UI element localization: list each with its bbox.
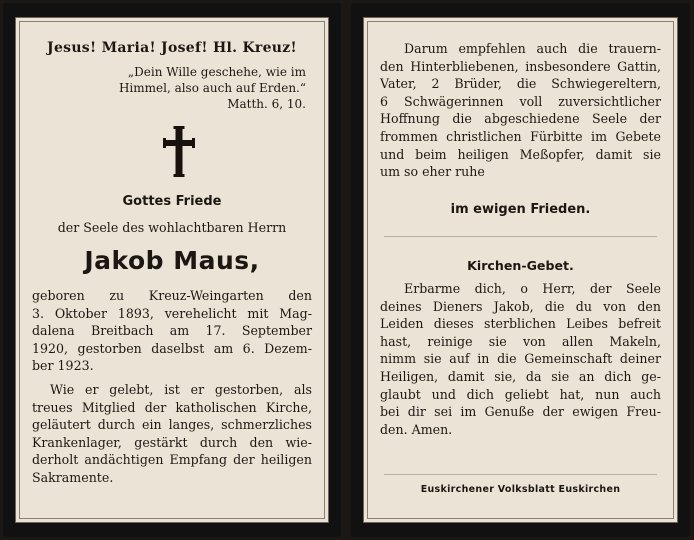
- recommend-line: und beim heiligen Meßopfer, damit sie: [380, 146, 661, 162]
- recommendation-paragraph: [380, 40, 661, 181]
- prayer-line: glaubt und dich geliebt hat, nun auch: [380, 386, 661, 402]
- recommend-line: den Hinterbliebenen, insbesondere Gattin,: [380, 58, 661, 74]
- life-line: Krankenlager, gestärkt durch den wie-: [32, 434, 312, 450]
- invocation-heading: Jesus! Maria! Josef! Hl. Kreuz!: [47, 40, 297, 56]
- biography: [32, 287, 312, 375]
- prayer-line: Leiden dieses sterblichen Leibes befreit: [380, 316, 661, 332]
- quote-line: Himmel, also auch auf Erden.“: [118, 81, 306, 95]
- cross-icon: [163, 126, 195, 178]
- right-paper: [363, 17, 678, 523]
- bio-line: 1920, gestorben daselbst am 6. Dezem-: [32, 340, 312, 356]
- deceased-name: Jakob Maus,: [84, 246, 260, 275]
- prayer-paragraph: [380, 280, 661, 438]
- recommend-line: Hoffnung die abgeschiedene Seele der: [380, 111, 661, 127]
- recommend-line: Vater, 2 Brüder, die Schwiegereltern,: [380, 76, 661, 92]
- bio-line: geboren zu Kreuz-Weingarten den: [32, 288, 312, 303]
- prayer-title: Kirchen-Gebet.: [467, 258, 574, 273]
- rest-line: im ewigen Frieden.: [450, 202, 591, 217]
- quote-line: „Dein Wille geschehe, wie im: [127, 65, 306, 79]
- life-line: Sakramente.: [32, 469, 114, 485]
- right-card: [351, 3, 690, 537]
- life-line: treues Mitglied der katholischen Kirche,: [32, 399, 312, 415]
- printer-line: Euskirchener Volksblatt Euskirchen: [420, 484, 621, 495]
- peace-line: Gottes Friede: [122, 194, 222, 209]
- life-line: derholt andächtigen Empfang der heiligen: [32, 452, 312, 468]
- soul-line: der Seele des wohlachtbaren Herrn: [57, 220, 287, 235]
- quote-reference: Matth. 6, 10.: [227, 97, 306, 111]
- left-card: [3, 3, 341, 537]
- divider: [384, 236, 657, 237]
- prayer-line: deines Dieners Jakob, die du von den: [380, 298, 661, 314]
- recommend-line: Darum empfehlen auch die trauern-: [404, 41, 661, 56]
- prayer-line: Heiligen, damit sie, da sie an dich ge-: [380, 368, 661, 384]
- prayer-line: Erbarme dich, o Herr, der Seele: [404, 281, 661, 296]
- prayer-line: hast, reinige sie von allen Makeln,: [380, 333, 661, 349]
- bio-line: ber 1923.: [32, 358, 94, 374]
- life-line: Wie er gelebt, ist er gestorben, als: [50, 382, 312, 397]
- divider: [384, 474, 657, 475]
- scripture-quote: [119, 64, 306, 112]
- recommend-line: frommen christlichen Fürbitte im Gebete: [380, 128, 661, 144]
- prayer-line: den. Amen.: [380, 421, 453, 437]
- bio-line: dalena Breitbach am 17. September: [32, 323, 312, 339]
- bio-line: 3. Oktober 1893, verehelicht mit Mag-: [32, 305, 312, 321]
- life-paragraph: [32, 381, 312, 487]
- life-line: geläutert durch ein langes, schmerzliches: [32, 417, 312, 433]
- prayer-line: nimm sie auf in die Gemeinschaft deiner: [380, 351, 661, 367]
- recommend-line: um so eher ruhe: [380, 164, 485, 180]
- recommend-line: 6 Schwägerinnen voll zuversichtlicher: [380, 93, 661, 109]
- prayer-line: bei dir sei im Genuße der ewigen Freu-: [380, 404, 661, 420]
- left-paper: [15, 17, 329, 523]
